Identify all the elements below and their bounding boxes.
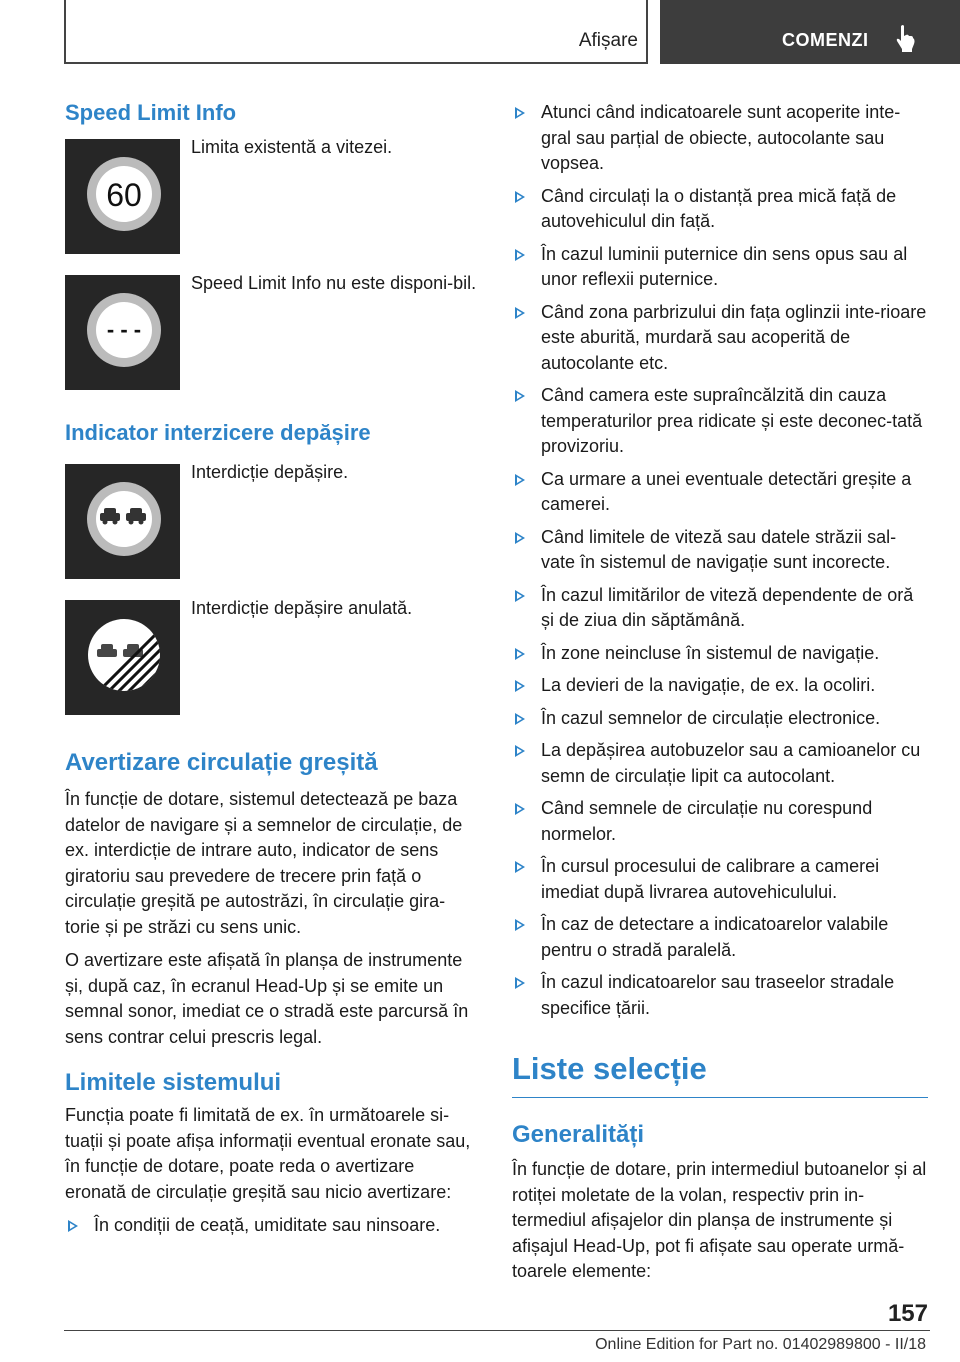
list-item: Când zona parbrizului din fața oglinzii inte‐rioare este aburită, murdară sau acoperită de autocolante etc. [512, 300, 928, 377]
no-overtaking-sign-icon [65, 464, 180, 579]
list-item: În cazul luminii puternice din sens opus sau al unor reflexii puternice. [512, 242, 928, 293]
speed-limit-na-sign-row [65, 275, 480, 390]
header-tab-afisare[interactable]: Afișare [578, 30, 638, 51]
speed-limit-60-sign-icon [65, 139, 180, 254]
list-item: Când limitele de viteză sau datele străzii sal‐vate în sistemul de navigație sunt incorecte. [512, 525, 928, 576]
bullet-triangle-icon [515, 745, 525, 757]
bullet-triangle-icon [515, 803, 525, 815]
speed-limit-sign1-text: Limita existentă a vitezei. [191, 137, 393, 157]
limitations-list [512, 100, 928, 1021]
list-item: În cazul semnelor de circulație electronice. [512, 706, 928, 732]
generalities-para: În funcție de dotare, prin intermediul butoanelor și al rotiței moletate de la volan, respectiv prin in‐termediul afișajelor din planșa de instrumente și afișajul Head-Up, pot fi afișate sau operate urmă‐toarele elemente: [512, 1159, 927, 1281]
left-column [65, 100, 480, 1239]
wrong-way-para1: În funcție de dotare, sistemul detectează pe baza datelor de navigare și a semnelor de circulație, de ex. interdicție de intrare auto, indicator de sens giratoriu sau prevedere de trecere prin față o circulație greșită pe autostrăzi, în circulație gira‐torie și pe străzi cu sens unic. [65, 789, 463, 937]
overtaking-sign-row [65, 464, 480, 579]
pointing-hand-icon [894, 24, 916, 57]
overtaking-sign1-text: Interdicție depășire. [191, 462, 349, 482]
list-item: Când semnele de circulație nu corespund normelor. [512, 796, 928, 847]
bullet-triangle-icon [68, 1220, 78, 1232]
bullet-triangle-icon [515, 713, 525, 725]
list-item: În condiții de ceață, umiditate sau ninsoare. [65, 1213, 480, 1239]
footer-divider [64, 1330, 930, 1331]
overtaking-end-sign-row [65, 600, 480, 715]
list-item: În zone neincluse în sistemul de navigație. [512, 641, 928, 667]
system-limits-heading: Limitele sistemului [65, 1069, 282, 1096]
bullet-triangle-icon [515, 191, 525, 203]
bullet-triangle-icon [515, 680, 525, 692]
sign-dashes: - - - [106, 317, 142, 342]
speed-limit-heading: Speed Limit Info [65, 100, 237, 125]
footer-edition-text: Online Edition for Part no. 01402989800 - II/18 [595, 1336, 926, 1353]
overtaking-heading: Indicator interzicere depășire [65, 420, 371, 445]
bullet-triangle-icon [515, 590, 525, 602]
bullet-triangle-icon [515, 307, 525, 319]
end-no-overtaking-sign-icon [65, 600, 180, 715]
list-item: Când camera este supraîncălzită din cauza temperaturilor prea ridicate și este deconec‐tată provizoriu. [512, 383, 928, 460]
speed-limit-unavailable-sign-icon [65, 275, 180, 390]
generalities-heading: Generalități [512, 1121, 645, 1148]
wrong-way-heading: Avertizare circulație greșită [65, 749, 378, 776]
overtaking-sign2-text: Interdicție depășire anulată. [191, 598, 413, 618]
list-item: La depășirea autobuzelor sau a camioanelor cu semn de circulație lipit ca autocolant. [512, 738, 928, 789]
list-item: În cazul indicatoarelor sau traseelor stradale specifice țării. [512, 970, 928, 1021]
bullet-triangle-icon [515, 532, 525, 544]
system-limits-list [65, 1213, 480, 1239]
header-box [64, 0, 648, 64]
header-section-tab[interactable] [660, 0, 960, 64]
bullet-triangle-icon [515, 249, 525, 261]
bullet-triangle-icon [515, 648, 525, 660]
speed-limit-sign-row [65, 139, 480, 254]
system-limits-para: Funcția poate fi limitată de ex. în următoarele si‐tuații și poate afișa informații eventual eronate sau, în funcție de dotare, poate reda o avertizare eronată de circulație greșită sau nicio avertizare: [65, 1105, 471, 1202]
list-item: Când circulați la o distanță prea mică față de autovehiculul din față. [512, 184, 928, 235]
selection-lists-heading: Liste selecție [512, 1051, 707, 1086]
wrong-way-para2: O avertizare este afișată în planșa de instrumente și, după caz, în ecranul Head-Up și se emite un semnal sonor, imediat ce o stradă este parcursă în sens contrar celui prescris legal. [65, 950, 469, 1047]
list-item: Ca urmare a unei eventuale detectări greșite a camerei. [512, 467, 928, 518]
list-item: În caz de detectare a indicatoarelor valabile pentru o stradă paralelă. [512, 912, 928, 963]
bullet-triangle-icon [515, 474, 525, 486]
right-column [512, 100, 928, 1285]
bullet-triangle-icon [515, 919, 525, 931]
list-item: În cursul procesului de calibrare a camerei imediat după livrarea autovehiculului. [512, 854, 928, 905]
bullet-triangle-icon [515, 977, 525, 989]
header-section-label: COMENZI [782, 30, 869, 50]
heading-rule [512, 1097, 928, 1098]
bullet-triangle-icon [515, 107, 525, 119]
sign-number-60: 60 [106, 177, 142, 213]
list-item: La devieri de la navigație, de ex. la ocoliri. [512, 673, 928, 699]
page-number: 157 [887, 1300, 928, 1327]
list-item: Atunci când indicatoarele sunt acoperite inte‐gral sau parțial de obiecte, autocolante sau vopsea. [512, 100, 928, 177]
bullet-triangle-icon [515, 390, 525, 402]
list-item: În cazul limitărilor de viteză dependente de oră și de ziua din săptămână. [512, 583, 928, 634]
bullet-triangle-icon [515, 861, 525, 873]
speed-limit-sign2-text: Speed Limit Info nu este disponi‐bil. [191, 273, 477, 293]
